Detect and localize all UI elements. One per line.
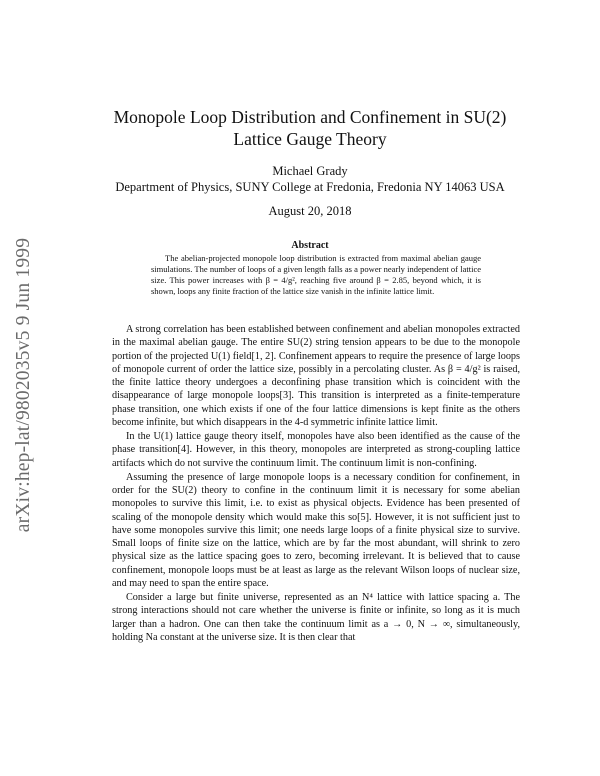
body-paragraph: Consider a large but finite universe, represented as an N⁴ lattice with lattice spacing a. The strong interactions should not care whether the universe is finite or infinite, so long as it is much larger than a hadron. One can then take the continuum limit as a → 0, N → ∞, simultaneously, holding Na constant at the universe size. It is then clear that — [112, 592, 520, 643]
paper-author: Michael Grady — [272, 164, 348, 178]
arxiv-identifier: arXiv:hep-lat/9802035v5 9 Jun 1999 — [13, 237, 35, 533]
paper-affiliation: Department of Physics, SUNY College at Fredonia, Fredonia NY 14063 USA — [115, 180, 505, 194]
body-paragraph: Assuming the presence of large monopole loops is a necessary condition for confinement, in order for the SU(2) theory to confine in the continuum limit it is necessary for some abelian monopoles to survive this limit, i.e. to exist as physical objects. Evidence has been presented of scaling of the monopole density which would make this so[5]. However, it is not sufficient just to have some monopoles survive this limit; one needs large loops of a finite physical size to survive. Small loops of finite size on the lattice, which are by far the most abundant, will shrink to zero physical size as the lattice spacing goes to zero, becoming irrelevant. It is believed that to cause confinement, monopole loops must be at least as large as the relevant Wilson loops of nuclear size, and may need to span the entire space. — [112, 471, 520, 589]
paper-date: August 20, 2018 — [268, 204, 352, 218]
abstract-text: The abelian-projected monopole loop distribution is extracted from maximal abelian gauge simulations. The number of loops of a given length falls as a power nearly independent of lattice size. This power increases with β = 4/g², reaching five around β = 2.85, beyond which, it is shown, loops any finite fraction of the lattice size vanish in the infinite lattice limit. — [151, 253, 481, 297]
paper-title-line-1: Monopole Loop Distribution and Confinement in SU(2) — [113, 107, 507, 127]
abstract-heading: Abstract — [291, 240, 329, 251]
body-paragraph: In the U(1) lattice gauge theory itself, monopoles have also been identified as the cause of the phase transition[4]. However, in this theory, monopoles are interpreted as strong-coupling lattice artifacts which do not survive the continuum limit. The continuum limit is non-confining. — [112, 431, 520, 469]
paper-title — [60, 106, 560, 150]
paper-title-line-2: Lattice Gauge Theory — [233, 129, 387, 149]
arxiv-sidebar-stamp — [4, 200, 44, 570]
body-paragraph: A strong correlation has been established between confinement and abelian monopoles extracted in the maximal abelian gauge. The entire SU(2) string tension appears to be due to the monopole portion of the projected U(1) field[1, 2]. Confinement appears to require the presence of large loops of monopole current of order the lattice size, possibly in a percolating cluster. As β = 4/g² is raised, the finite lattice theory undergoes a deconfining phase transition which is coincident with the disappearance of large monopole loops[3]. This transition is interpreted as a finite-temperature phase transition, one which exists if one of the four lattice dimensions is kept finite as the others become infinite, but which disappears in the 4-d symmetric infinite lattice limit. — [112, 324, 520, 428]
body-text — [112, 323, 520, 645]
